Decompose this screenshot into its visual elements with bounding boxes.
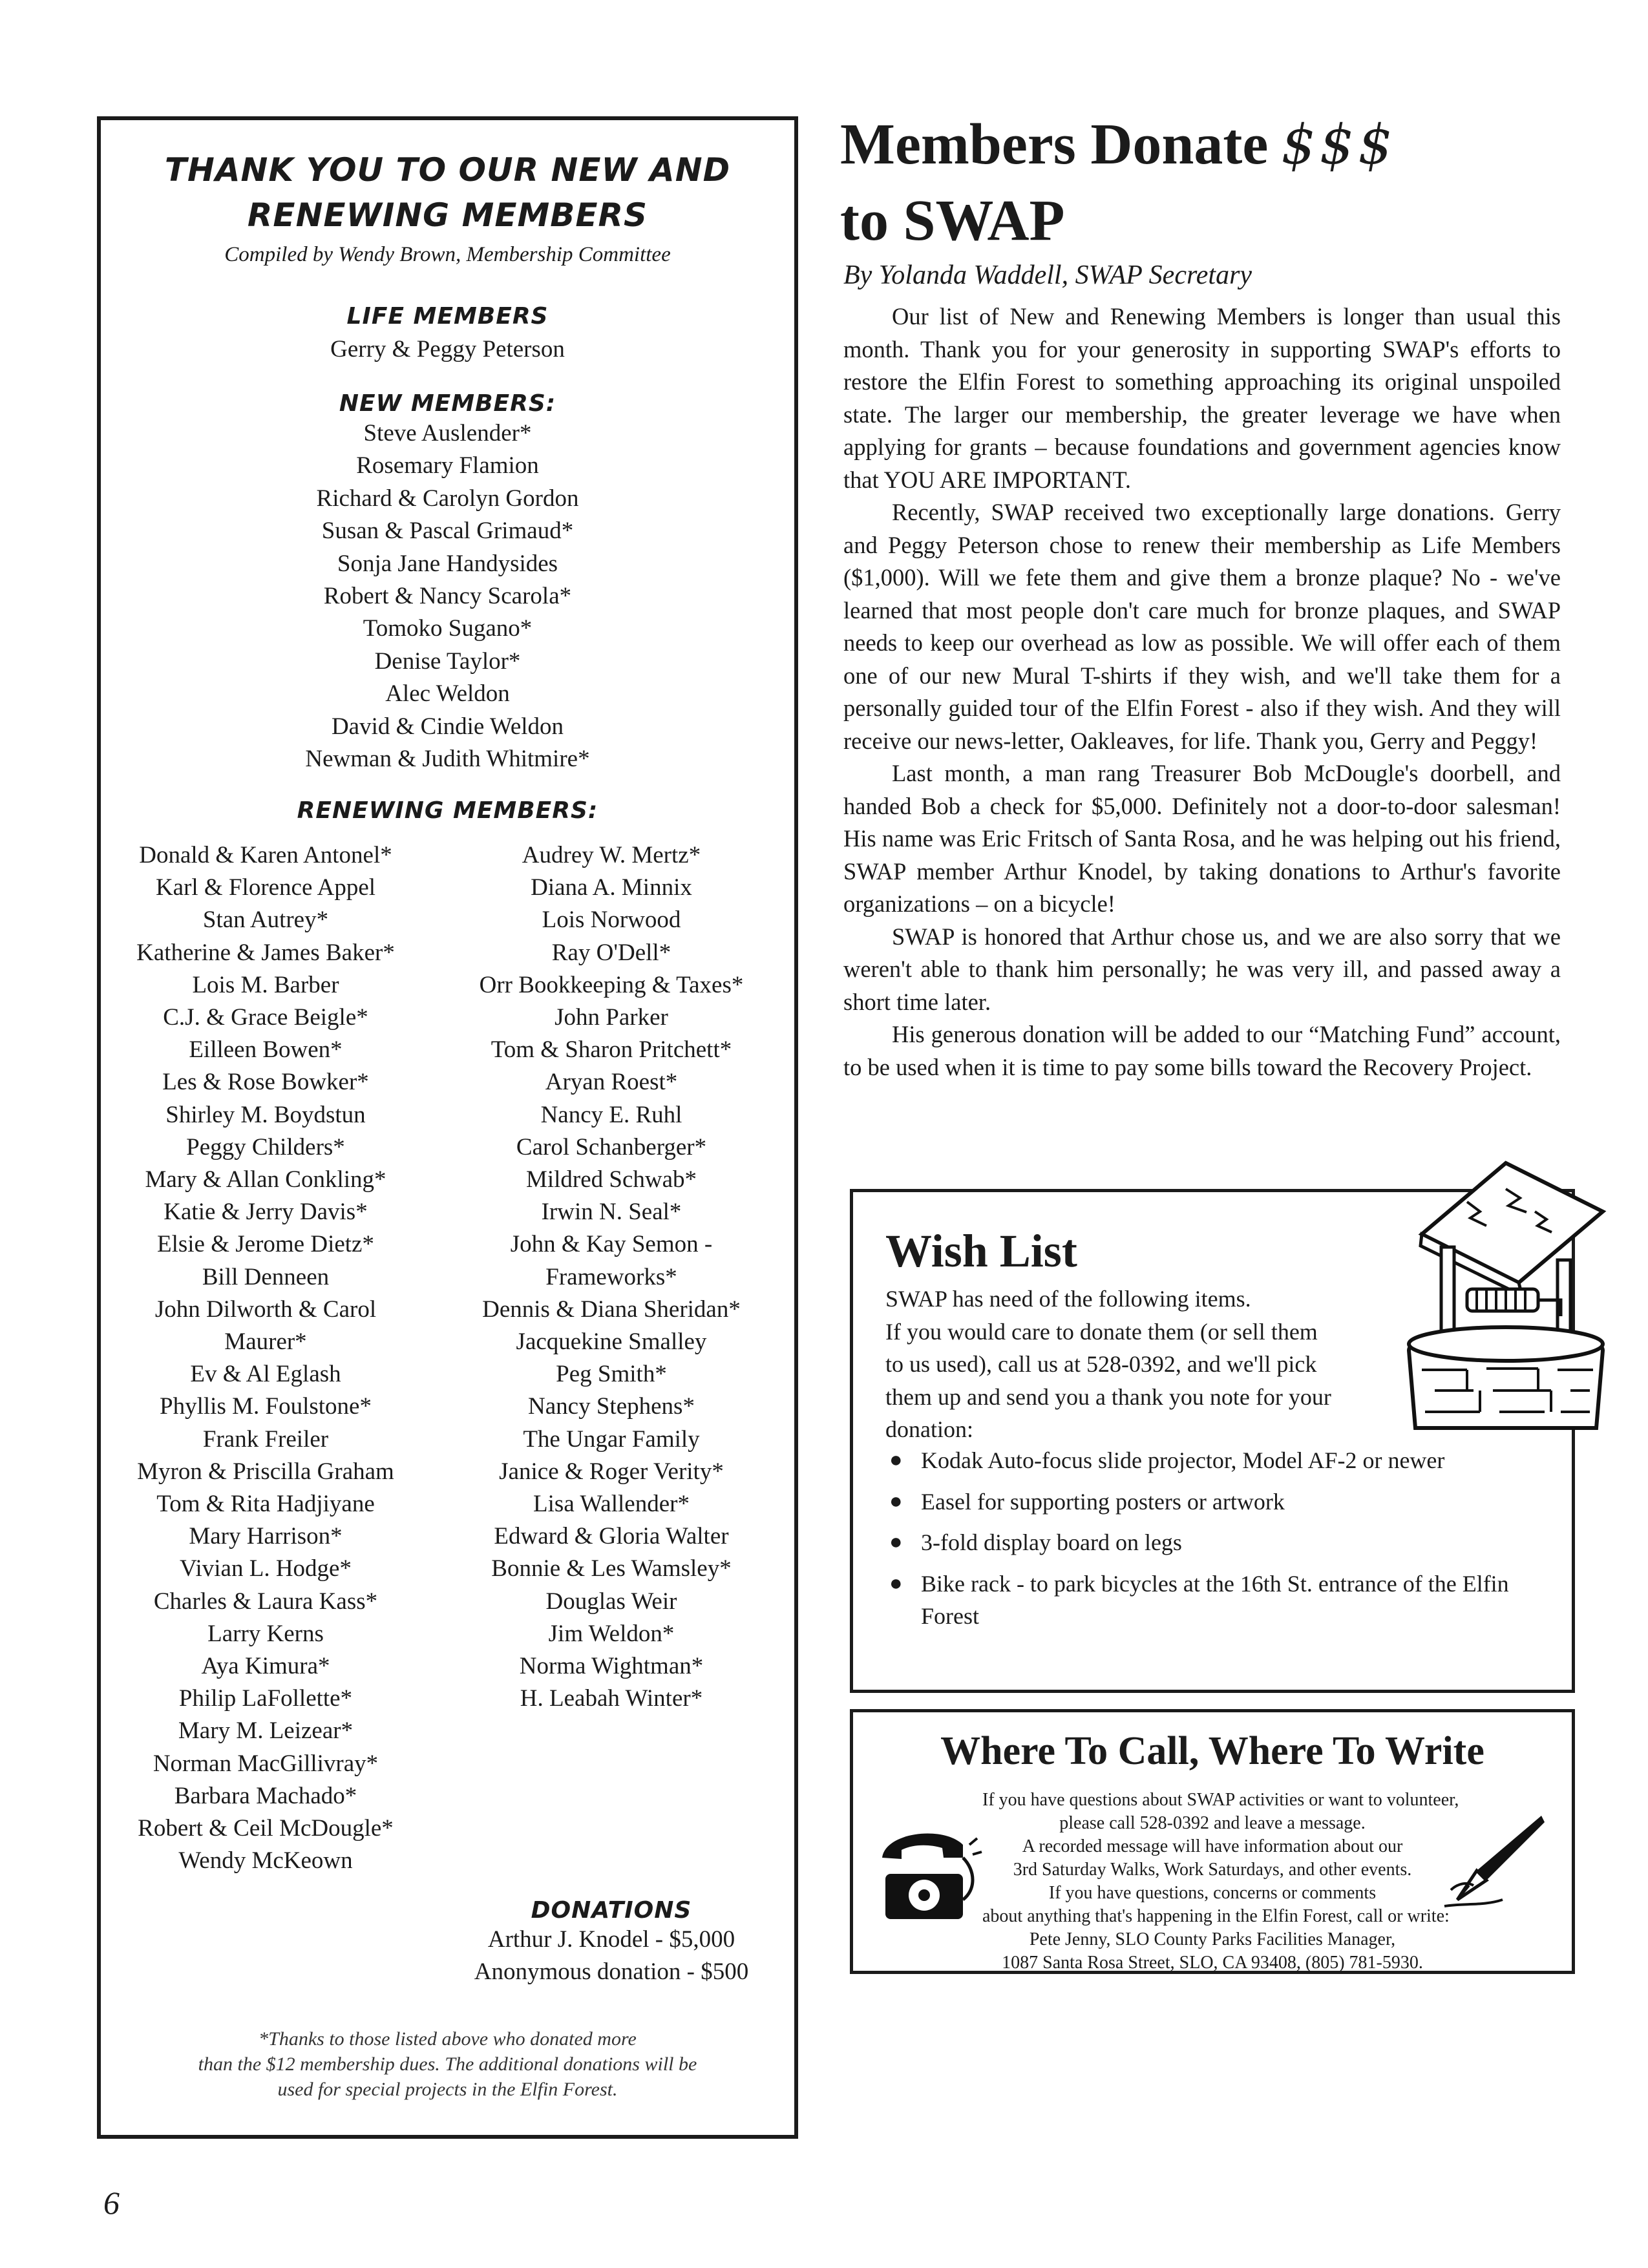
renewing-member-name: Maurer* <box>224 1328 307 1356</box>
renewing-member-name: Frank Freiler <box>202 1425 329 1453</box>
renewing-member-name: Tom & Sharon Pritchett* <box>491 1036 732 1064</box>
renewing-member-name: Peg Smith* <box>556 1361 667 1388</box>
renewing-member-name: Norma Wightman* <box>519 1653 704 1680</box>
footnote-line: than the $12 membership dues. The additional donations will be <box>198 2053 697 2075</box>
renewing-member-name: Shirley M. Boydstun <box>165 1101 366 1128</box>
article-body <box>843 300 1561 1084</box>
donations-heading: DONATIONS <box>531 1897 692 1924</box>
renewing-member-name: Nancy E. Ruhl <box>540 1101 682 1128</box>
wish-list-item <box>885 1486 1545 1518</box>
renewing-member-name: Carol Schanberger* <box>516 1133 707 1160</box>
wish-list-item <box>885 1444 1545 1477</box>
renewing-member-name: Aryan Roest* <box>545 1069 678 1096</box>
life-members-heading: LIFE MEMBERS <box>346 303 549 330</box>
wish-list-item-text: Bike rack - to park bicycles at the 16th St. entrance of the Elfin Forest <box>921 1570 1509 1629</box>
renewing-member-name: Audrey W. Mertz* <box>522 842 701 868</box>
fountain-pen-icon <box>1438 1809 1548 1913</box>
new-members-list <box>101 417 794 775</box>
where-to-call-line: Pete Jenny, SLO County Parks Facilities Manager, <box>1029 1929 1396 1949</box>
article-paragraph: SWAP is honored that Arthur chose us, and we are also sorry that we weren't able to thank him personally; he was very ill, and passed away a short time later. <box>843 923 1561 1015</box>
renewing-member-name: Peggy Childers* <box>186 1133 345 1160</box>
renewing-member-name: Douglas Weir <box>545 1588 677 1615</box>
bullet-icon: ● <box>889 1448 903 1472</box>
article-paragraph: Recently, SWAP received two exceptionally large donations. Gerry and Peggy Peterson chose to renew their membership as Life Members ($1,000). Will we fete them and give them a bronze plaque? No - we've learned that most people don't care much for bronze plaques, and SWAP needs to keep our overhead as low as possible. We will offer each of them one of our new Mural T-shirts if they wish, and we'll take them for a personally guided tour of the Elfin Forest - also if they wish. And they will receive our news-letter, Oakleaves, for life. Thank you, Gerry and Peggy! <box>843 499 1561 754</box>
where-to-call-line: If you have questions, concerns or comments <box>1048 1883 1377 1903</box>
article-title <box>840 107 1616 259</box>
new-member-name: Alec Weldon <box>385 680 510 708</box>
renewing-member-name: Diana A. Minnix <box>531 874 692 901</box>
footnote-line: *Thanks to those listed above who donated more <box>259 2028 637 2050</box>
renewing-member-name: C.J. & Grace Beigle* <box>163 1004 368 1031</box>
article-title-line1: Members Donate <box>840 112 1269 176</box>
new-member-name: Susan & Pascal Grimaud* <box>321 518 574 545</box>
article-byline: By Yolanda Waddell, SWAP Secretary <box>843 260 1252 290</box>
renewing-member-name: John Parker <box>555 1004 668 1031</box>
wish-list-item-text: Easel for supporting posters or artwork <box>921 1488 1285 1515</box>
renewing-members-right-column <box>437 839 786 1715</box>
renewing-member-name: Mary Harrison* <box>189 1523 343 1550</box>
renewing-member-name: Wendy McKeown <box>178 1847 353 1874</box>
renewing-member-name: Elsie & Jerome Dietz* <box>157 1231 374 1258</box>
article-paragraph: His generous donation will be added to our “Matching Fund” account, to be used when it is time to pay some bills toward the Recovery Project. <box>843 1021 1561 1080</box>
renewing-member-name: Dennis & Diana Sheridan* <box>482 1296 741 1323</box>
renewing-member-name: Irwin N. Seal* <box>541 1199 682 1226</box>
donation-entry: Arthur J. Knodel - $5,000 <box>487 1926 735 1953</box>
life-members-list <box>101 333 794 366</box>
renewing-member-name: Mary & Allan Conkling* <box>145 1166 386 1193</box>
renewing-member-name: Karl & Florence Appel <box>155 874 376 901</box>
renewing-member-name: Charles & Laura Kass* <box>153 1588 378 1615</box>
dollar-signs: $$$ <box>1281 113 1397 176</box>
wish-list-item-text: Kodak Auto-focus slide projector, Model AF-2 or newer <box>921 1447 1445 1473</box>
renewing-member-name: Ev & Al Eglash <box>190 1361 341 1388</box>
renewing-member-name: Myron & Priscilla Graham <box>137 1458 394 1485</box>
where-to-call-text <box>982 1789 1459 1975</box>
life-member-name: Gerry & Peggy Peterson <box>330 336 565 362</box>
renewing-member-name: Edward & Gloria Walter <box>494 1523 729 1550</box>
renewing-member-name: Robert & Ceil McDougle* <box>138 1815 394 1842</box>
members-box <box>97 116 798 2139</box>
article-paragraph: Our list of New and Renewing Members is longer than usual this month. Thank you for your generosity in supporting SWAP's efforts to restore the Elfin Forest to something approaching its original unspoiled state. The larger our membership, the greater leverage we have when applying for grants – because foundations and government agencies know that YOU ARE IMPORTANT. <box>843 303 1561 493</box>
renewing-member-name: H. Leabah Winter* <box>520 1685 703 1712</box>
renewing-member-name: Ray O'Dell* <box>551 939 671 966</box>
wish-list-item <box>885 1568 1545 1633</box>
members-box-title <box>101 147 794 238</box>
new-member-name: Steve Auslender* <box>363 420 532 446</box>
renewing-member-name: Frameworks* <box>545 1263 677 1290</box>
renewing-member-name: Donald & Karen Antonel* <box>139 842 392 868</box>
bullet-icon: ● <box>889 1530 903 1554</box>
new-member-name: Tomoko Sugano* <box>363 615 533 642</box>
renewing-member-name: Katherine & James Baker* <box>136 939 395 966</box>
renewing-member-name: Aya Kimura* <box>201 1653 330 1680</box>
renewing-member-name: Vivian L. Hodge* <box>180 1555 352 1582</box>
members-credit: Compiled by Wendy Brown, Membership Committee <box>224 243 671 266</box>
wish-list-item-text: 3-fold display board on legs <box>921 1529 1182 1555</box>
renewing-member-name: Bonnie & Les Wamsley* <box>491 1555 732 1582</box>
new-member-name: Newman & Judith Whitmire* <box>305 746 590 773</box>
article-paragraph: Last month, a man rang Treasurer Bob McDougle's doorbell, and handed Bob a check for $5,000. Definitely not a door-to-door salesman! His name was Eric Fritsch of Santa Rosa, and he was helping out his friend, SWAP member Arthur Knodel, by taking donations to Arthur's favorite organizations – on a bicycle! <box>843 760 1561 917</box>
renewing-member-name: Jacquekine Smalley <box>516 1328 707 1356</box>
renewing-member-name: Janice & Roger Verity* <box>499 1458 724 1485</box>
new-member-name: Richard & Carolyn Gordon <box>316 485 579 512</box>
telephone-icon <box>872 1819 982 1929</box>
members-title-line1: THANK YOU TO OUR NEW AND <box>164 151 731 189</box>
wish-list-intro-line: to us used), call us at 528-0392, and we'll pick <box>885 1351 1317 1377</box>
where-to-call-line: please call 528-0392 and leave a message. <box>1059 1813 1366 1833</box>
new-member-name: David & Cindie Weldon <box>331 713 564 740</box>
renewing-member-name: John Dilworth & Carol <box>154 1296 377 1323</box>
members-footnote <box>127 2026 768 2102</box>
where-to-call-line: If you have questions about SWAP activities or want to volunteer, <box>982 1790 1459 1810</box>
renewing-member-name: Orr Bookkeeping & Taxes* <box>479 971 744 998</box>
renewing-members-left-column <box>114 839 417 1878</box>
renewing-member-name: Lisa Wallender* <box>533 1491 690 1518</box>
renewing-member-name: Mary M. Leizear* <box>178 1717 354 1745</box>
new-member-name: Denise Taylor* <box>374 647 521 675</box>
article-title-line2: to SWAP <box>840 189 1065 253</box>
donation-entry: Anonymous donation - $500 <box>474 1958 749 1985</box>
where-to-call-line: about anything that's happening in the Elfin Forest, call or write: <box>982 1906 1450 1926</box>
donations-list <box>437 1924 786 1988</box>
bullet-icon: ● <box>889 1571 903 1595</box>
renewing-member-name: Jim Weldon* <box>548 1620 675 1647</box>
page-number: 6 <box>103 2185 120 2221</box>
renewing-member-name: John & Kay Semon - <box>510 1231 713 1258</box>
renewing-member-name: Lois M. Barber <box>192 971 339 998</box>
renewing-member-name: Katie & Jerry Davis* <box>164 1199 368 1226</box>
wish-list-item <box>885 1526 1545 1559</box>
new-member-name: Sonja Jane Handysides <box>337 550 558 577</box>
footnote-line: used for special projects in the Elfin Forest. <box>277 2079 618 2100</box>
where-to-call-line: A recorded message will have information about our <box>1022 1836 1403 1856</box>
wish-list-intro-line: them up and send you a thank you note for your <box>885 1383 1331 1410</box>
renewing-member-name: Lois Norwood <box>542 907 681 934</box>
renewing-member-name: Eilleen Bowen* <box>189 1036 343 1064</box>
renewing-member-name: Larry Kerns <box>207 1620 324 1647</box>
members-title-line2: RENEWING MEMBERS <box>247 196 648 234</box>
where-to-call-line: 3rd Saturday Walks, Work Saturdays, and other events. <box>1013 1860 1412 1880</box>
renewing-member-name: The Ungar Family <box>523 1425 700 1453</box>
bullet-icon: ● <box>889 1489 903 1513</box>
where-to-call-box <box>850 1709 1575 1974</box>
where-to-call-line: 1087 Santa Rosa Street, SLO, CA 93408, (805) 781-5930. <box>1002 1953 1423 1973</box>
wish-list-intro-line: SWAP has need of the following items. <box>885 1286 1251 1312</box>
wishing-well-icon <box>1396 1150 1616 1434</box>
wish-list-intro-line: donation: <box>885 1416 973 1442</box>
renewing-member-name: Barbara Machado* <box>174 1782 357 1809</box>
renewing-member-name: Bill Denneen <box>202 1263 330 1290</box>
wish-list-title: Wish List <box>885 1225 1077 1277</box>
renewing-member-name: Nancy Stephens* <box>528 1393 695 1420</box>
wish-list-intro-line: If you would care to donate them (or sell them <box>885 1318 1318 1345</box>
new-member-name: Robert & Nancy Scarola* <box>323 583 572 610</box>
renewing-member-name: Philip LaFollette* <box>178 1685 353 1712</box>
renewing-member-name: Les & Rose Bowker* <box>162 1069 369 1096</box>
renewing-member-name: Mildred Schwab* <box>525 1166 697 1193</box>
new-members-heading: NEW MEMBERS: <box>339 390 556 417</box>
renewing-member-name: Norman MacGillivray* <box>153 1750 379 1777</box>
renewing-members-heading: RENEWING MEMBERS: <box>297 797 598 824</box>
new-member-name: Rosemary Flamion <box>356 452 539 479</box>
where-to-call-title: Where To Call, Where To Write <box>940 1729 1484 1773</box>
renewing-member-name: Tom & Rita Hadjiyane <box>156 1491 375 1518</box>
wish-list-items <box>885 1444 1545 1641</box>
renewing-member-name: Stan Autrey* <box>202 907 329 934</box>
renewing-member-name: Phyllis M. Foulstone* <box>160 1393 372 1420</box>
